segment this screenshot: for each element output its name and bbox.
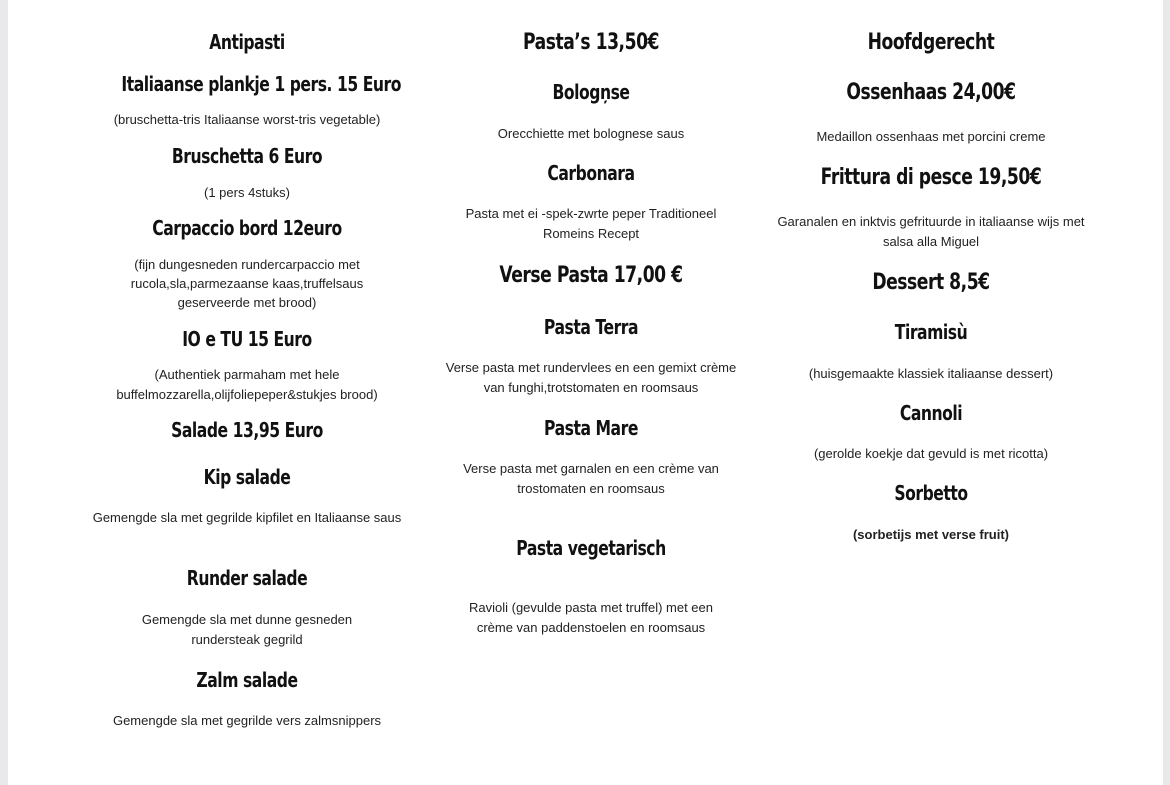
menu-item-description: Orecchiette met bolognese saus: [497, 126, 685, 141]
section-heading-hoofdgerecht: Hoofdgerecht: [867, 30, 995, 55]
menu-item-description: Medaillon ossenhaas met porcini creme: [816, 129, 1046, 144]
menu-item-description: (fijn dungesneden rundercarpaccio met rucola,sla,parmezaanse kaas,truffelsaus geserveerde met brood): [130, 257, 364, 310]
menu-item-title: Sorbetto: [894, 481, 968, 505]
section-heading-salade: Salade 13,95 Euro: [171, 418, 323, 442]
menu-item-title: Cannoli: [899, 401, 963, 425]
menu-item-title: Pasta Terra: [543, 315, 639, 339]
menu-item-title: Tiramisù: [894, 320, 968, 344]
section-heading-verse-pasta: Verse Pasta 17,00 €: [499, 263, 683, 288]
menu-item-title: Carbonara: [547, 161, 635, 185]
section-heading-pasta: Pasta’s 13,50€: [522, 30, 660, 55]
menu-page: [8, 0, 1163, 785]
menu-item-title: Frittura di pesce 19,50€: [820, 165, 1042, 190]
menu-item-description: Ravioli (gevulde pasta met truffel) met een crème van paddenstoelen en roomsaus: [469, 600, 713, 635]
menu-item-description: Garanalen en inktvis gefrituurde in italiaanse wijs met salsa alla Miguel: [777, 214, 1085, 249]
menu-item-title: Pasta Mare: [544, 416, 638, 440]
menu-item-description: Verse pasta met rundervlees en een gemixt crème van funghi,trotstomaten en roomsaus: [445, 360, 737, 395]
menu-item-description: (Authentiek parmaham met hele buffelmozzarella,olijfoliepeper&stukjes brood): [116, 367, 378, 402]
section-heading-dessert: Dessert 8,5€: [872, 270, 990, 295]
menu-item-title: Bruschetta 6 Euro: [171, 144, 323, 168]
menu-item-title: Bologņse: [552, 80, 630, 104]
menu-item-description: Pasta met ei -spek-zwrte peper Traditioneel Romeins Recept: [465, 206, 717, 241]
menu-item-title: Pasta vegetarisch: [516, 536, 666, 560]
menu-item-description: (bruschetta-tris Italiaanse worst-tris vegetable): [113, 112, 381, 127]
menu-item-description: (gerolde koekje dat gevuld is met ricotta): [813, 446, 1049, 461]
menu-item-title: Zalm salade: [196, 668, 298, 692]
menu-item-description: Gemengde sla met dunne gesneden rundersteak gegrild: [141, 612, 353, 647]
menu-item-title: Kip salade: [203, 465, 291, 489]
menu-item-description: Verse pasta met garnalen en een crème van trostomaten en roomsaus: [463, 461, 719, 496]
menu-item-description: Gemengde sla met gegrilde kipfilet en Italiaanse saus: [92, 510, 402, 525]
menu-item-description: (sorbetijs met verse fruit): [852, 527, 1010, 542]
menu-item-description: Gemengde sla met gegrilde vers zalmsnippers: [112, 713, 382, 728]
menu-item-title: IO e TU 15 Euro: [182, 327, 312, 351]
section-heading-antipasti: Antipasti: [209, 30, 285, 54]
menu-item-description: (huisgemaakte klassiek italiaanse dessert): [808, 366, 1054, 381]
menu-item-title: Italiaanse plankje 1 pers. 15 Euro: [121, 72, 402, 96]
menu-item-title: Carpaccio bord 12euro: [152, 216, 342, 240]
menu-item-title: Ossenhaas 24,00€: [846, 80, 1016, 105]
menu-item-description: (1 pers 4stuks): [204, 185, 290, 200]
menu-item-title: Runder salade: [186, 566, 308, 590]
